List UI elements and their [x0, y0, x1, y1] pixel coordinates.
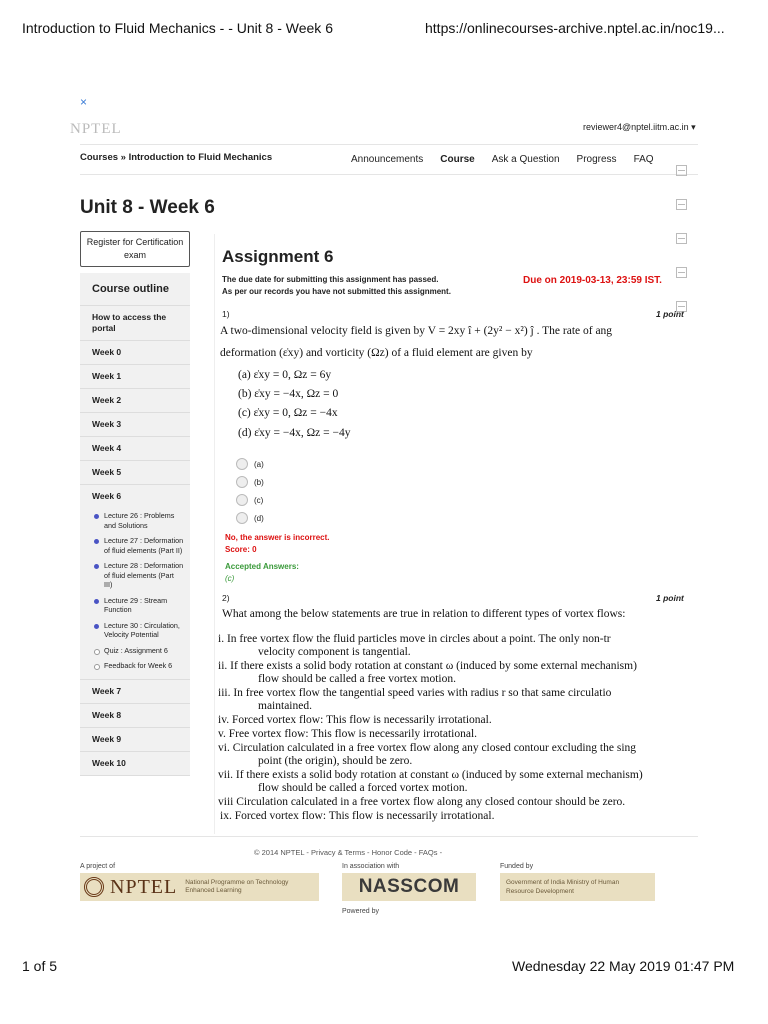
- statement: vi. Circulation calculated in a free vortex flow along any closed contour excluding the sing: [218, 742, 637, 754]
- radio-label: (d): [254, 513, 264, 523]
- radio-label: (b): [254, 477, 264, 487]
- nav-announcements[interactable]: Announcements: [351, 154, 424, 165]
- radio-icon[interactable]: [236, 458, 248, 470]
- association-label: In association with: [342, 863, 400, 870]
- radio-label: (a): [254, 459, 264, 469]
- close-icon[interactable]: ×: [80, 95, 88, 109]
- question-number: 1): [222, 309, 230, 319]
- question-points: 1 point: [656, 309, 684, 319]
- radio-label: (c): [254, 495, 264, 505]
- sidebar-item-week0[interactable]: Week 0: [80, 341, 190, 365]
- statement: ix. Forced vortex flow: This flow is necessarily irrotational.: [220, 810, 495, 822]
- nav-course[interactable]: Course: [440, 154, 475, 165]
- breadcrumb[interactable]: Courses » Introduction to Fluid Mechanics: [80, 152, 273, 163]
- radio-option-d[interactable]: [236, 512, 264, 524]
- answer-options: [236, 458, 264, 524]
- top-nav: [351, 154, 671, 165]
- register-certification-button[interactable]: Register for Certification exam: [80, 231, 190, 267]
- question-points: 1 point: [656, 593, 684, 603]
- sidebar-subitem-lecture27[interactable]: Lecture 27 : Deformation of fluid elements (Part II): [80, 533, 190, 558]
- nasscom-logo-text: NASSCOM: [358, 876, 460, 897]
- doc-icon: [676, 165, 687, 176]
- due-passed-note: The due date for submitting this assignment has passed.: [222, 275, 439, 284]
- option-text: (c) ε̇xy = 0, Ωz = −4x: [238, 407, 338, 419]
- divider: [80, 836, 698, 837]
- not-submitted-note: As per our records you have not submitted this assignment.: [222, 287, 451, 296]
- question-text: A two-dimensional velocity field is given by V = 2xy î + (2y² − x²) ĵ . The rate of ang: [220, 325, 613, 337]
- assignment-title: Assignment 6: [222, 247, 334, 266]
- radio-option-a[interactable]: [236, 458, 264, 470]
- radio-icon[interactable]: [236, 476, 248, 488]
- statement: flow should be called a forced vortex motion.: [258, 782, 468, 794]
- sidebar-item-week3[interactable]: Week 3: [80, 413, 190, 437]
- score: Score: 0: [225, 545, 257, 554]
- sidebar-item-week4[interactable]: Week 4: [80, 437, 190, 461]
- radio-option-b[interactable]: [236, 476, 264, 488]
- sidebar-subitem-lecture28[interactable]: Lecture 28 : Deformation of fluid elements (Part III): [80, 558, 190, 593]
- statement: maintained.: [258, 700, 312, 712]
- option-text: (b) ε̇xy = −4x, Ωz = 0: [238, 388, 339, 400]
- print-page-url: https://onlinecourses-archive.nptel.ac.in/noc19...: [425, 20, 725, 36]
- doc-icon: [676, 199, 687, 210]
- sidebar-subitem-quiz[interactable]: Quiz : Assignment 6: [80, 643, 190, 659]
- statement: v. Free vortex flow: This flow is necessarily irrotational.: [218, 728, 478, 740]
- sidebar-item-week9[interactable]: Week 9: [80, 728, 190, 752]
- sidebar-item-week10[interactable]: Week 10: [80, 752, 190, 776]
- nav-faq[interactable]: FAQ: [633, 154, 654, 165]
- course-outline: [80, 273, 190, 776]
- question-statements: [218, 632, 698, 823]
- question-text: deformation (ε̇xy) and vorticity (Ωz) of a fluid element are given by: [220, 347, 533, 359]
- page-title: Unit 8 - Week 6: [80, 197, 215, 218]
- sidebar-item-week1[interactable]: Week 1: [80, 365, 190, 389]
- sidebar-subitem-lecture26[interactable]: Lecture 26 : Problems and Solutions: [80, 508, 190, 533]
- statement: iv. Forced vortex flow: This flow is necessarily irrotational.: [218, 714, 492, 726]
- radio-option-c[interactable]: [236, 494, 264, 506]
- nptel-footer-logo[interactable]: [80, 873, 319, 901]
- sidebar-subitem-lecture30[interactable]: Lecture 30 : Circulation, Velocity Potential: [80, 618, 190, 643]
- statement: point (the origin), should be zero.: [258, 755, 413, 767]
- goi-logo-text: Government of India Ministry of Human Resource Development: [506, 879, 620, 895]
- statement: vii. If there exists a solid body rotation at constant ω (induced by some external mechanism): [218, 769, 643, 781]
- course-outline-title: Course outline: [80, 273, 190, 306]
- sidebar-subitem-feedback[interactable]: Feedback for Week 6: [80, 658, 190, 680]
- statement: viii Circulation calculated in a free vortex flow along any closed contour should be zero.: [218, 796, 626, 808]
- gear-icon: [84, 877, 104, 897]
- answer-result: No, the answer is incorrect.: [225, 533, 330, 542]
- divider: [80, 144, 698, 145]
- statement: flow should be called a free vortex motion.: [258, 673, 456, 685]
- project-of-label: A project of: [80, 863, 116, 870]
- print-page-title: Introduction to Fluid Mechanics - - Unit 8 - Week 6: [22, 20, 333, 36]
- statement: i. In free vortex flow the fluid particles move in circles about a point. The only non-tr: [218, 633, 611, 645]
- sidebar-item-week5[interactable]: Week 5: [80, 461, 190, 485]
- nptel-footer-desc: National Programme on Technology Enhanced Learning: [185, 879, 289, 894]
- accepted-answer: (c): [225, 574, 235, 583]
- question-number: 2): [222, 593, 230, 603]
- sidebar-subitem-lecture29[interactable]: Lecture 29 : Stream Function: [80, 593, 190, 618]
- sidebar-item-portal[interactable]: How to access the portal: [80, 306, 190, 341]
- statement: velocity component is tangential.: [258, 646, 411, 658]
- goi-logo[interactable]: [500, 873, 655, 901]
- print-datetime: Wednesday 22 May 2019 01:47 PM: [512, 958, 735, 974]
- powered-by-label: Powered by: [342, 908, 379, 915]
- radio-icon[interactable]: [236, 512, 248, 524]
- nasscom-logo[interactable]: [342, 873, 476, 901]
- nav-progress[interactable]: Progress: [576, 154, 617, 165]
- due-date: Due on 2019-03-13, 23:59 IST.: [523, 275, 662, 286]
- sidebar-item-week8[interactable]: Week 8: [80, 704, 190, 728]
- footer-links[interactable]: © 2014 NPTEL - Privacy & Terms - Honor Code - FAQs -: [254, 848, 443, 857]
- statement: ii. If there exists a solid body rotation at constant ω (induced by some external mechanism): [218, 660, 637, 672]
- print-page-number: 1 of 5: [22, 958, 58, 974]
- sidebar-item-week6[interactable]: Week 6: [92, 491, 122, 501]
- nptel-footer-logo-text: NPTEL: [110, 875, 178, 898]
- nptel-logo[interactable]: NPTEL: [70, 121, 122, 137]
- divider: [80, 174, 698, 175]
- user-menu[interactable]: reviewer4@nptel.iitm.ac.in ▾: [583, 122, 696, 132]
- radio-icon[interactable]: [236, 494, 248, 506]
- statement: iii. In free vortex flow the tangential speed varies with radius r so that same circulatio: [218, 687, 612, 699]
- sidebar: [80, 231, 190, 776]
- nav-ask-question[interactable]: Ask a Question: [491, 154, 560, 165]
- sidebar-item-week7[interactable]: Week 7: [80, 680, 190, 704]
- due-note: [222, 274, 451, 298]
- option-text: (d) ε̇xy = −4x, Ωz = −4y: [238, 427, 351, 439]
- option-text: (a) ε̇xy = 0, Ωz = 6y: [238, 369, 332, 381]
- accepted-answers-label: Accepted Answers:: [225, 562, 299, 571]
- sidebar-item-week2[interactable]: Week 2: [80, 389, 190, 413]
- question-text: What among the below statements are true in relation to different types of vortex flows:: [222, 608, 626, 620]
- funded-by-label: Funded by: [500, 863, 534, 870]
